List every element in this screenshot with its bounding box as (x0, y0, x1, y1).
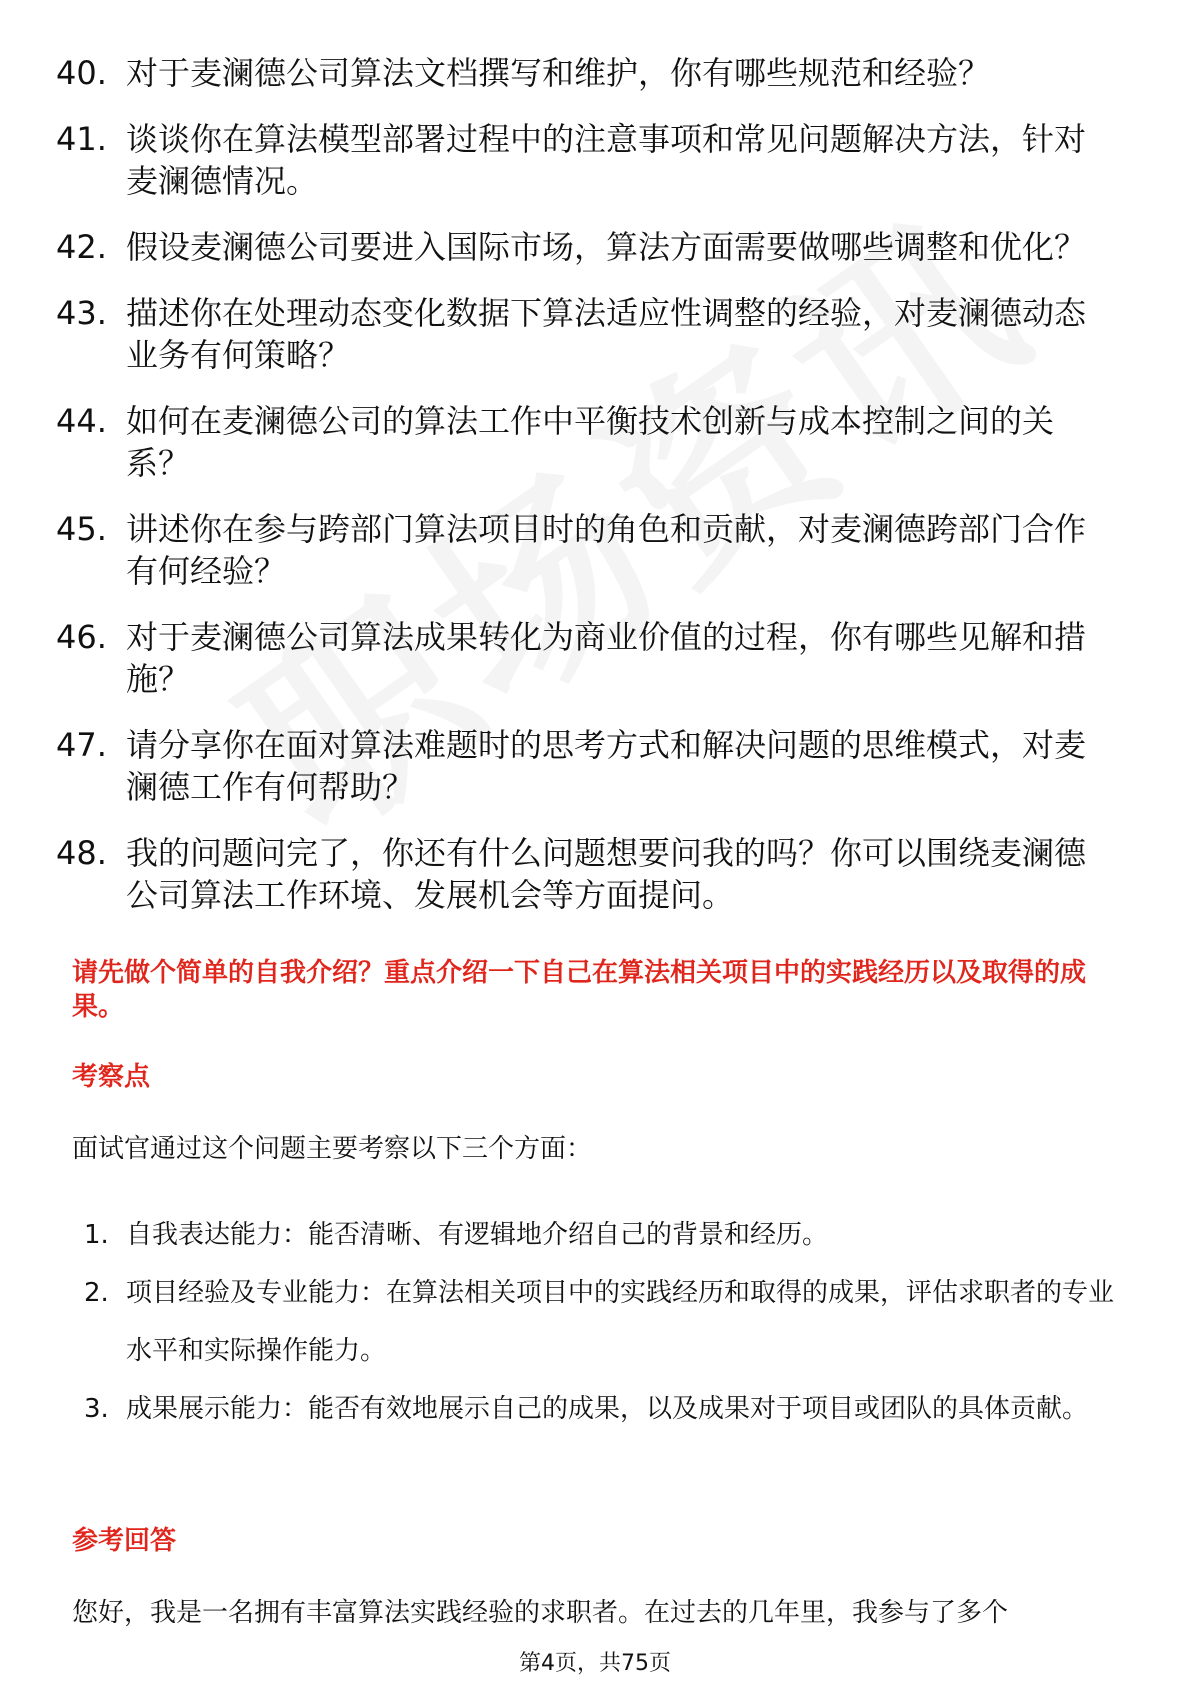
question-item (56, 52, 1116, 94)
highlight-question: 请先做个简单的自我介绍？重点介绍一下自己在算法相关项目中的实践经历以及取得的成果。 (72, 958, 1087, 1022)
question-number: 41. (56, 120, 107, 158)
question-number: 46. (56, 618, 107, 656)
list-item (84, 1380, 1124, 1438)
question-text: 对于麦澜德公司算法成果转化为商业价值的过程，你有哪些见解和措施？ (126, 618, 1087, 698)
examine-intro: 面试官通过这个问题主要考察以下三个方面： (72, 1134, 593, 1164)
question-item (56, 118, 1116, 202)
question-text: 如何在麦澜德公司的算法工作中平衡技术创新与成本控制之间的关系？ (126, 402, 1055, 482)
question-number: 45. (56, 510, 107, 548)
question-text: 请分享你在面对算法难题时的思考方式和解决问题的思维模式，对麦澜德工作有何帮助？ (126, 726, 1087, 806)
examine-list (84, 1206, 1124, 1438)
list-number: 2. (84, 1278, 109, 1308)
question-text: 讲述你在参与跨部门算法项目时的角色和贡献，对麦澜德跨部门合作有何经验？ (126, 510, 1087, 590)
question-text: 我的问题问完了，你还有什么问题想要问我的吗？你可以围绕麦澜德公司算法工作环境、发展机会等方面提问。 (126, 834, 1087, 914)
question-item (56, 616, 1116, 700)
question-item (56, 508, 1116, 592)
question-item (56, 226, 1116, 268)
question-number: 47. (56, 726, 107, 764)
list-number: 3. (84, 1394, 109, 1424)
question-number: 44. (56, 402, 107, 440)
question-number: 40. (56, 54, 107, 92)
question-item (56, 832, 1116, 916)
question-text: 对于麦澜德公司算法文档撰写和维护，你有哪些规范和经验？ (126, 54, 991, 92)
list-text: 成果展示能力：能否有效地展示自己的成果，以及成果对于项目或团队的具体贡献。 (126, 1394, 1089, 1424)
question-list (56, 52, 1116, 940)
question-number: 43. (56, 294, 107, 332)
list-number: 1. (84, 1220, 109, 1250)
list-text: 自我表达能力：能否清晰、有逻辑地介绍自己的背景和经历。 (126, 1220, 829, 1250)
question-text: 描述你在处理动态变化数据下算法适应性调整的经验，对麦澜德动态业务有何策略？ (126, 294, 1087, 374)
question-number: 48. (56, 834, 107, 872)
question-item (56, 724, 1116, 808)
question-text: 谈谈你在算法模型部署过程中的注意事项和常见问题解决方法，针对麦澜德情况。 (126, 120, 1087, 200)
question-item (56, 400, 1116, 484)
list-item (84, 1264, 1124, 1380)
page-footer: 第4页，共75页 (519, 1651, 671, 1676)
question-item (56, 292, 1116, 376)
section-heading-answer: 参考回答 (72, 1526, 177, 1556)
list-item (84, 1206, 1124, 1264)
answer-text: 您好，我是一名拥有丰富算法实践经验的求职者。在过去的几年里，我参与了多个 (72, 1598, 1009, 1628)
question-number: 42. (56, 228, 107, 266)
list-text: 项目经验及专业能力：在算法相关项目中的实践经历和取得的成果，评估求职者的专业水平和实际操作能力。 (126, 1278, 1115, 1366)
section-heading-examine: 考察点 (72, 1062, 151, 1092)
question-text: 假设麦澜德公司要进入国际市场，算法方面需要做哪些调整和优化？ (126, 228, 1087, 266)
